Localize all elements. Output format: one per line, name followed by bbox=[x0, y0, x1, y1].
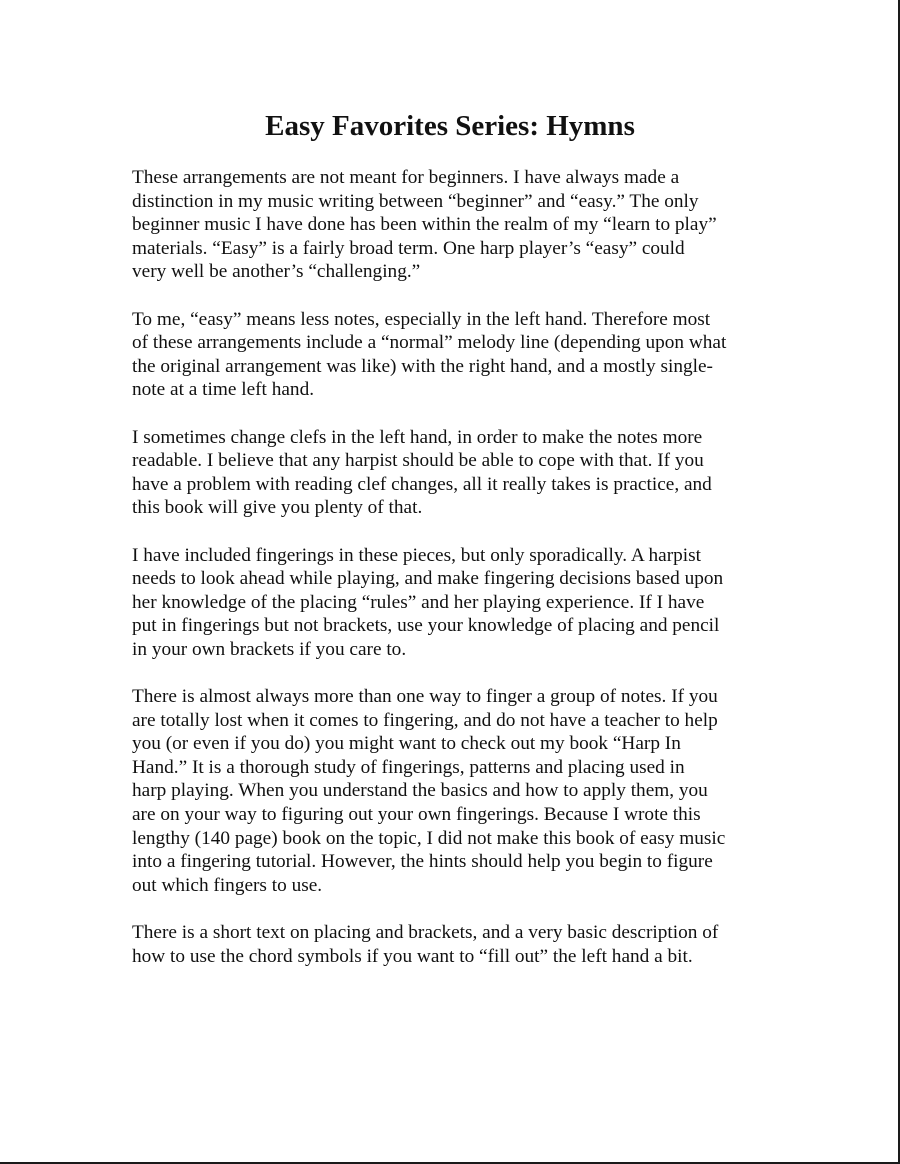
text-line: Hand.” It is a thorough study of fingerings, patterns and placing used in bbox=[132, 756, 685, 778]
text-line: I sometimes change clefs in the left hand, in order to make the notes more bbox=[132, 426, 703, 448]
page-title: Easy Favorites Series: Hymns bbox=[265, 110, 635, 142]
text-line: the original arrangement was like) with the right hand, and a mostly single- bbox=[132, 355, 713, 377]
text-line: you (or even if you do) you might want to check out my book “Harp In bbox=[132, 733, 681, 755]
text-line: how to use the chord symbols if you want to “fill out” the left hand a bit. bbox=[132, 945, 693, 967]
text-line: There is a short text on placing and brackets, and a very basic description of bbox=[132, 922, 719, 943]
text-line: harp playing. When you understand the basics and how to apply them, you bbox=[132, 780, 708, 802]
text-line: needs to look ahead while playing, and make fingering decisions based upon bbox=[132, 568, 724, 590]
paragraph bbox=[132, 426, 782, 520]
text-line: lengthy (140 page) book on the topic, I did not make this book of easy music bbox=[132, 827, 726, 849]
text-line: out which fingers to use. bbox=[132, 874, 323, 896]
text-line: put in fingerings but not brackets, use your knowledge of placing and pencil bbox=[132, 615, 720, 637]
text-line: her knowledge of the placing “rules” and her playing experience. If I have bbox=[132, 591, 705, 613]
paragraph bbox=[132, 921, 782, 968]
text-line: note at a time left hand. bbox=[132, 379, 315, 401]
text-line: this book will give you plenty of that. bbox=[132, 497, 423, 519]
text-line: are totally lost when it comes to fingering, and do not have a teacher to help bbox=[132, 709, 718, 731]
text-line: distinction in my music writing between “beginner” and “easy.” The only bbox=[132, 190, 699, 212]
text-line: readable. I believe that any harpist should be able to cope with that. If you bbox=[132, 450, 704, 472]
text-line: These arrangements are not meant for beginners. I have always made a bbox=[132, 167, 680, 188]
text-line: in your own brackets if you care to. bbox=[132, 638, 407, 660]
body-text bbox=[132, 166, 782, 992]
paragraph bbox=[132, 685, 782, 897]
text-line: To me, “easy” means less notes, especially in the left hand. Therefore most bbox=[132, 308, 711, 330]
paragraph bbox=[132, 166, 782, 284]
text-line: There is almost always more than one way to finger a group of notes. If you bbox=[132, 686, 718, 708]
text-line: have a problem with reading clef changes, all it really takes is practice, and bbox=[132, 473, 712, 495]
text-line: materials. “Easy” is a fairly broad term. One harp player’s “easy” could bbox=[132, 237, 685, 259]
paragraph bbox=[132, 308, 782, 402]
text-line: very well be another’s “challenging.” bbox=[132, 261, 421, 283]
text-line: are on your way to figuring out your own fingerings. Because I wrote this bbox=[132, 804, 701, 826]
text-line: I have included fingerings in these pieces, but only sporadically. A harpist bbox=[132, 544, 702, 566]
paragraph bbox=[132, 544, 782, 662]
text-line: into a fingering tutorial. However, the hints should help you begin to figure bbox=[132, 851, 713, 873]
text-line: beginner music I have done has been within the realm of my “learn to play” bbox=[132, 214, 717, 236]
text-line: of these arrangements include a “normal” melody line (depending upon what bbox=[132, 332, 727, 354]
